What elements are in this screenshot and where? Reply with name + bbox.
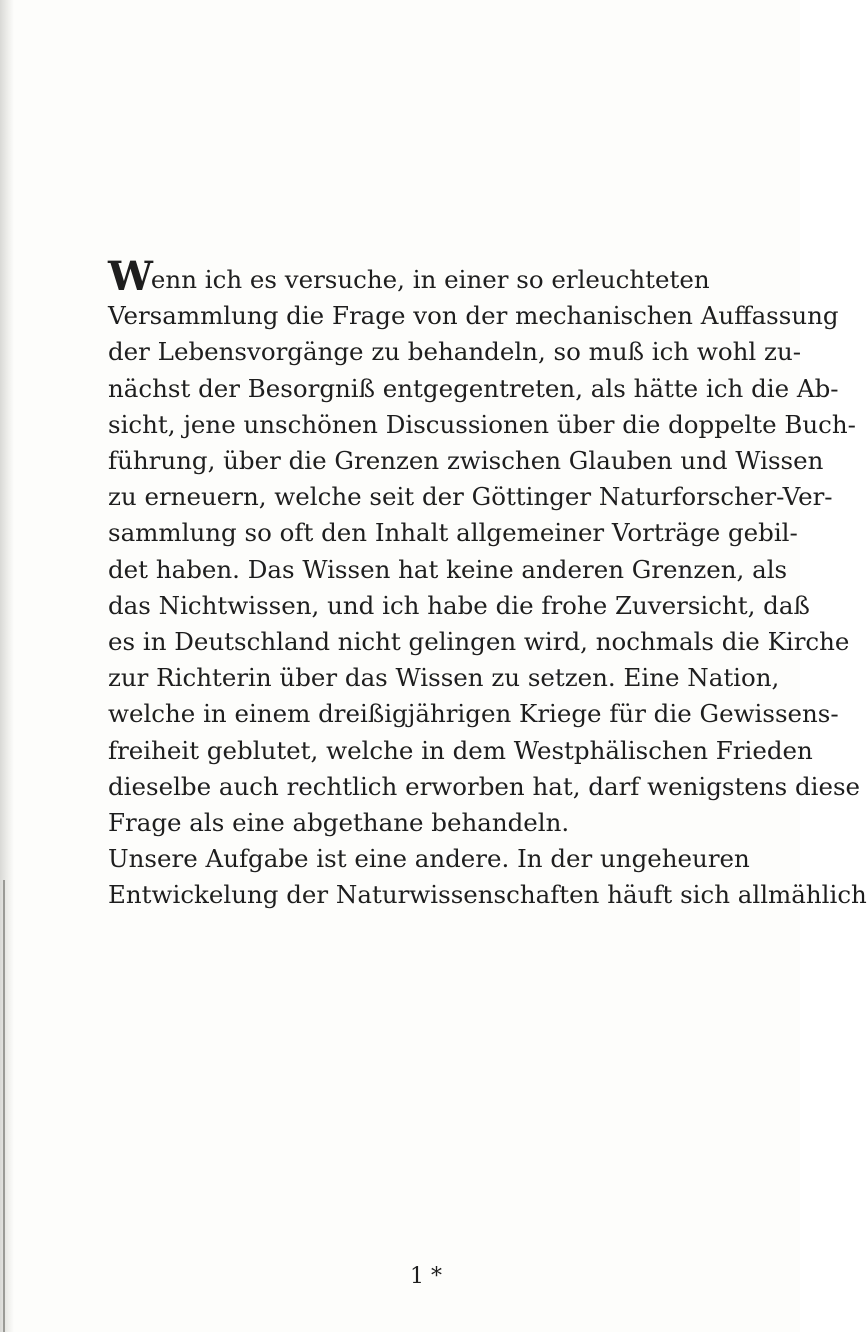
text-line-18: Entwickelung der Naturwissenschaften häuft sich allmählich bbox=[108, 880, 867, 910]
page-number: 1 * bbox=[410, 1264, 442, 1289]
text-line-1: Wenn ich es versuche, in einer so erleuchteten bbox=[108, 253, 710, 300]
text-line-9: det haben. Das Wissen hat keine anderen Grenzen, als bbox=[108, 554, 788, 584]
text-line-2: Versammlung die Frage von der mechanischen Auffassung bbox=[108, 301, 839, 331]
text-line-6: führung, über die Grenzen zwischen Glauben und Wissen bbox=[108, 446, 824, 476]
text-line-16: Frage als eine abgethane behandeln. bbox=[108, 808, 570, 838]
text-line-8: sammlung so oft den Inhalt allgemeiner Vorträge gebil- bbox=[108, 518, 798, 548]
text-line-4: nächst der Besorgniß entgegentreten, als hätte ich die Ab- bbox=[108, 373, 839, 403]
text-line-10: das Nichtwissen, und ich habe die frohe Zuversicht, daß bbox=[108, 590, 810, 620]
text-line-17: Unsere Aufgabe ist eine andere. In der ungeheuren bbox=[108, 844, 750, 874]
page-edge-line bbox=[3, 880, 5, 1332]
body-text bbox=[108, 253, 867, 914]
initial-letter: W bbox=[108, 253, 151, 300]
text-line-15: dieselbe auch rechtlich erworben hat, darf wenigstens diese bbox=[108, 771, 861, 801]
text-line-5: sicht, jene unschönen Discussionen über die doppelte Buch- bbox=[108, 409, 856, 439]
text-line-3: der Lebensvorgänge zu behandeln, so muß ich wohl zu- bbox=[108, 337, 802, 367]
text-line-11: es in Deutschland nicht gelingen wird, nochmals die Kirche bbox=[108, 627, 850, 657]
text-line-12: zur Richterin über das Wissen zu setzen. Eine Nation, bbox=[108, 663, 780, 693]
text-line-14: freiheit geblutet, welche in dem Westphälischen Frieden bbox=[108, 735, 813, 765]
text-line-13: welche in einem dreißigjährigen Kriege für die Gewissens- bbox=[108, 699, 839, 729]
text-line-7: zu erneuern, welche seit der Göttinger Naturforscher-Ver- bbox=[108, 482, 833, 512]
